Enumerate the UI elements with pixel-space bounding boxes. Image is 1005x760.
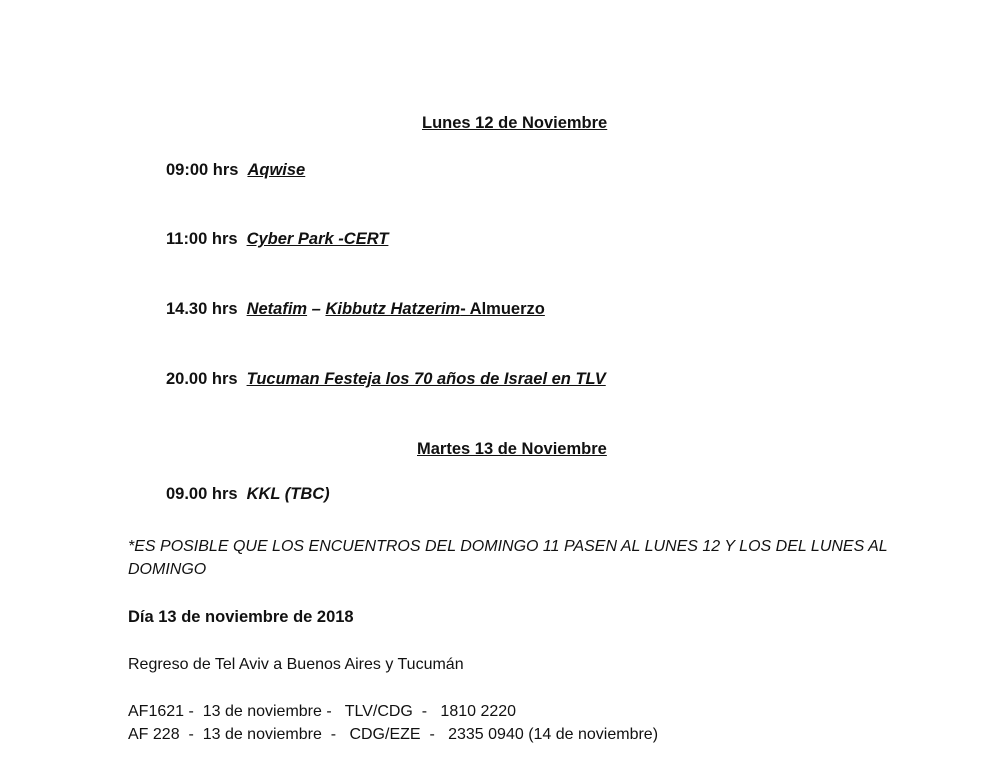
item-event: KKL (TBC) xyxy=(246,485,330,503)
schedule-item xyxy=(166,161,305,180)
schedule-item xyxy=(166,230,388,249)
item-tail: - Almuerzo xyxy=(460,300,545,318)
item-event: Netafim xyxy=(246,300,308,318)
item-event-secondary: Kibbutz Hatzerim xyxy=(325,300,461,318)
item-time: 14.30 hrs xyxy=(166,300,238,318)
monday-heading: Lunes 12 de Noviembre xyxy=(422,114,608,132)
return-day-title: Día 13 de noviembre de 2018 xyxy=(128,608,354,626)
tuesday-heading: Martes 13 de Noviembre xyxy=(417,440,607,458)
return-description: Regreso de Tel Aviv a Buenos Aires y Tucumán xyxy=(128,656,464,673)
flight-line: AF 228 - 13 de noviembre - CDG/EZE - 2335 0940 (14 de noviembre) xyxy=(128,726,659,743)
item-time: 20.00 hrs xyxy=(166,370,238,388)
schedule-item xyxy=(166,370,606,389)
item-time: 09.00 hrs xyxy=(166,485,238,503)
item-time: 09:00 hrs xyxy=(166,161,239,179)
item-event: Cyber Park -CERT xyxy=(246,230,389,248)
item-time: 11:00 hrs xyxy=(166,230,238,248)
item-separator: – xyxy=(307,300,326,318)
item-event: Aqwise xyxy=(247,161,306,179)
item-event: Tucuman Festeja los 70 años de Israel en TLV xyxy=(246,370,606,388)
schedule-note: *ES POSIBLE QUE LOS ENCUENTROS DEL DOMINGO 11 PASEN AL LUNES 12 Y LOS DEL LUNES AL DOMINGO xyxy=(128,538,888,578)
schedule-item xyxy=(166,300,545,319)
flight-line: AF1621 - 13 de noviembre - TLV/CDG - 1810 2220 xyxy=(128,703,517,720)
schedule-item xyxy=(166,485,330,504)
